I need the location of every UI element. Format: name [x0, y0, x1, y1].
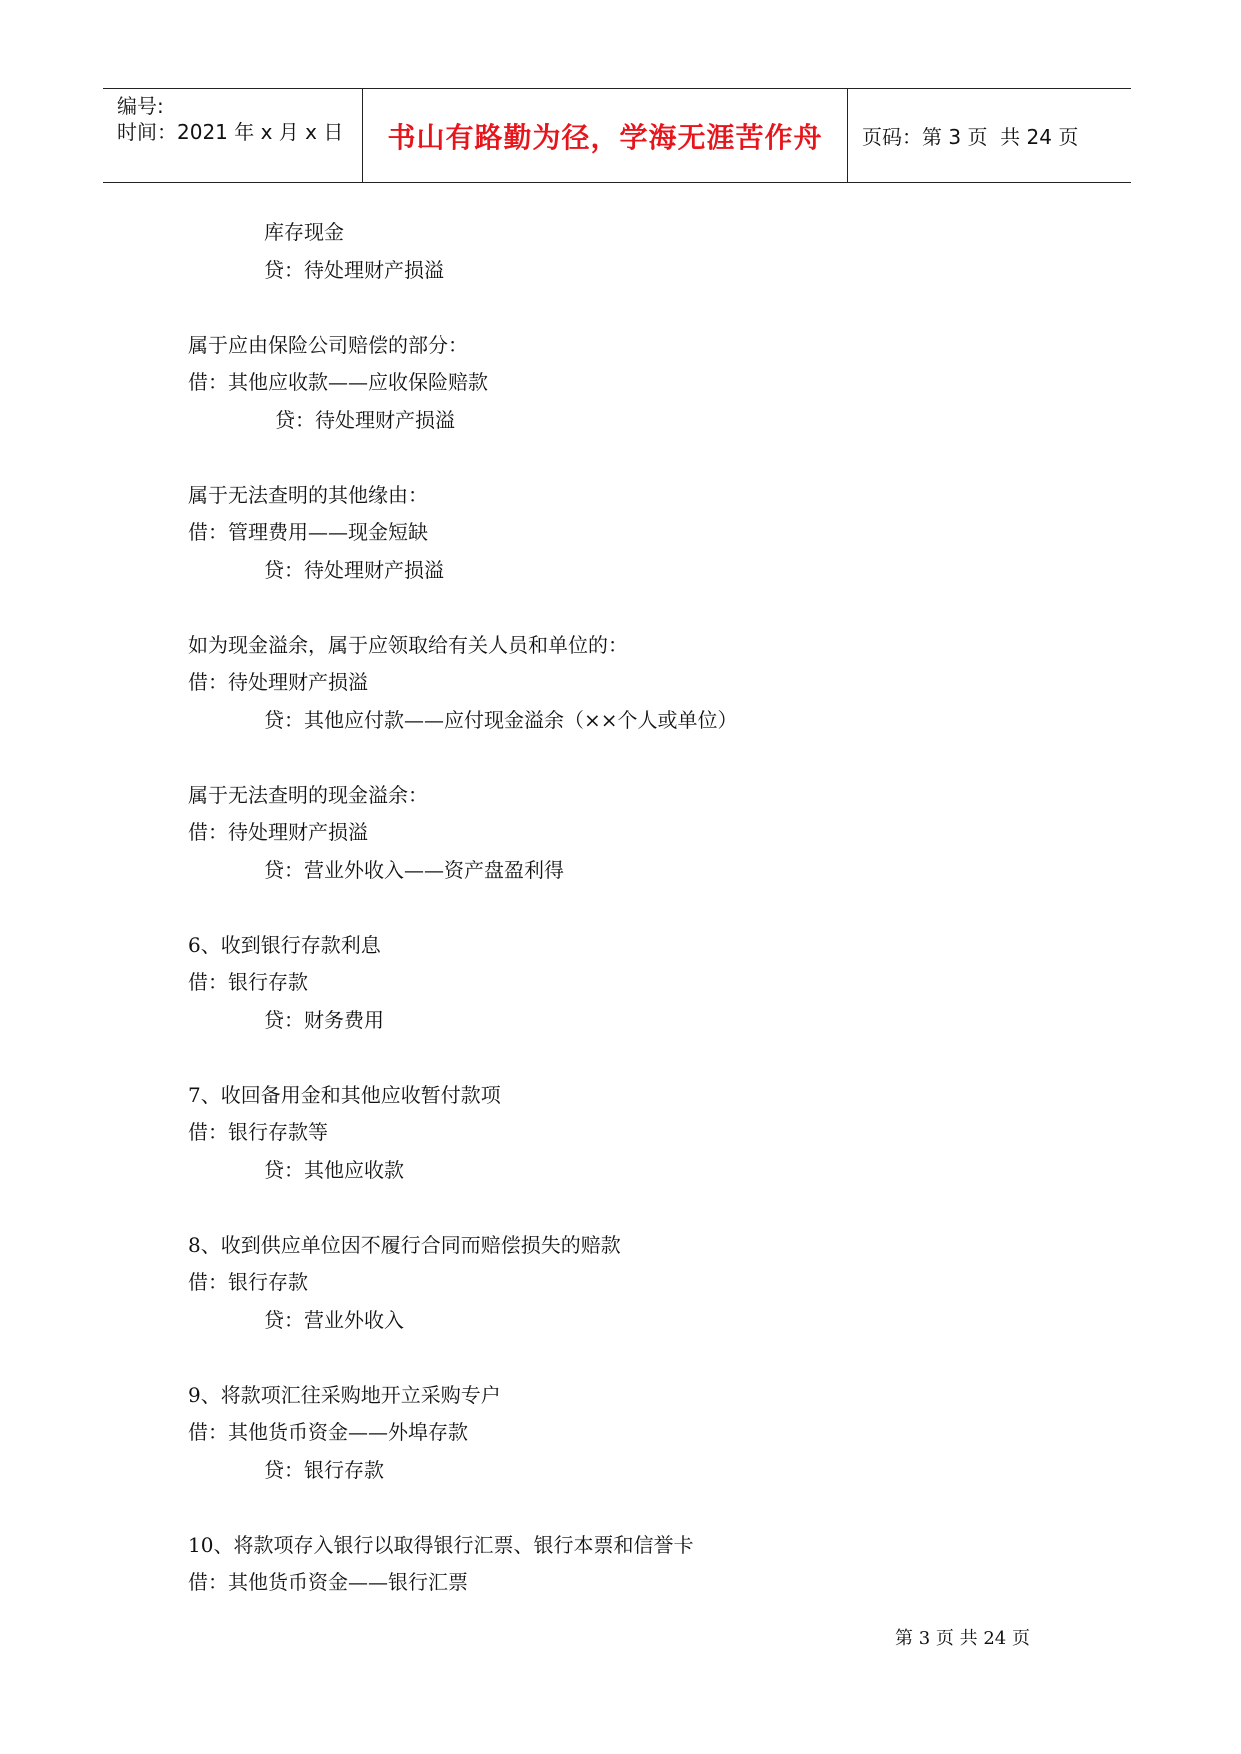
- page-footer: 第 3 页 共 24 页: [895, 1628, 1030, 1649]
- text-line: 贷：待处理财产损溢: [264, 258, 444, 282]
- text-line: 贷：其他应付款——应付现金溢余（××个人或单位）: [264, 708, 738, 732]
- text-line: 属于无法查明的现金溢余：: [188, 783, 428, 807]
- text-line: 贷：待处理财产损溢: [264, 558, 444, 582]
- text-line: 库存现金: [264, 220, 344, 244]
- text-line: 属于应由保险公司赔偿的部分：: [188, 333, 468, 357]
- text-line: 贷：其他应收款: [264, 1158, 404, 1182]
- text-line: 贷：待处理财产损溢: [275, 408, 455, 432]
- header-meta: [103, 89, 363, 182]
- text-line: 借：银行存款: [188, 970, 308, 994]
- text-line: 7、收回备用金和其他应收暂付款项: [188, 1083, 501, 1107]
- text-line: 6、收到银行存款利息: [188, 933, 381, 957]
- document-number-label: 编号:: [117, 94, 164, 118]
- text-line: 借：待处理财产损溢: [188, 820, 368, 844]
- text-line: 借：银行存款: [188, 1270, 308, 1294]
- text-line: 借：管理费用——现金短缺: [188, 520, 428, 544]
- text-line: 10、将款项存入银行以取得银行汇票、银行本票和信誉卡: [188, 1533, 694, 1557]
- text-line: 8、收到供应单位因不履行合同而赔偿损失的赔款: [188, 1233, 621, 1257]
- text-line: 借：银行存款等: [188, 1120, 328, 1144]
- header-page-number: 页码：第 3 页 共 24 页: [862, 125, 1079, 149]
- text-line: 属于无法查明的其他缘由：: [188, 483, 428, 507]
- text-line: 贷：财务费用: [264, 1008, 384, 1032]
- text-line: 借：待处理财产损溢: [188, 670, 368, 694]
- text-line: 借：其他应收款——应收保险赔款: [188, 370, 488, 394]
- text-line: 贷：银行存款: [264, 1458, 384, 1482]
- text-line: 借：其他货币资金——银行汇票: [188, 1570, 468, 1594]
- text-line: 贷：营业外收入——资产盘盈利得: [264, 858, 564, 882]
- text-line: 借：其他货币资金——外埠存款: [188, 1420, 468, 1444]
- text-line: 9、将款项汇往采购地开立采购专户: [188, 1383, 501, 1407]
- text-line: 贷：营业外收入: [264, 1308, 404, 1332]
- document-time-label: 时间：2021 年 x 月 x 日: [117, 120, 344, 144]
- header-slogan: 书山有路勤为径，学海无涯苦作舟: [363, 89, 848, 182]
- page-header: [103, 88, 1131, 183]
- text-line: 如为现金溢余，属于应领取给有关人员和单位的：: [188, 633, 628, 657]
